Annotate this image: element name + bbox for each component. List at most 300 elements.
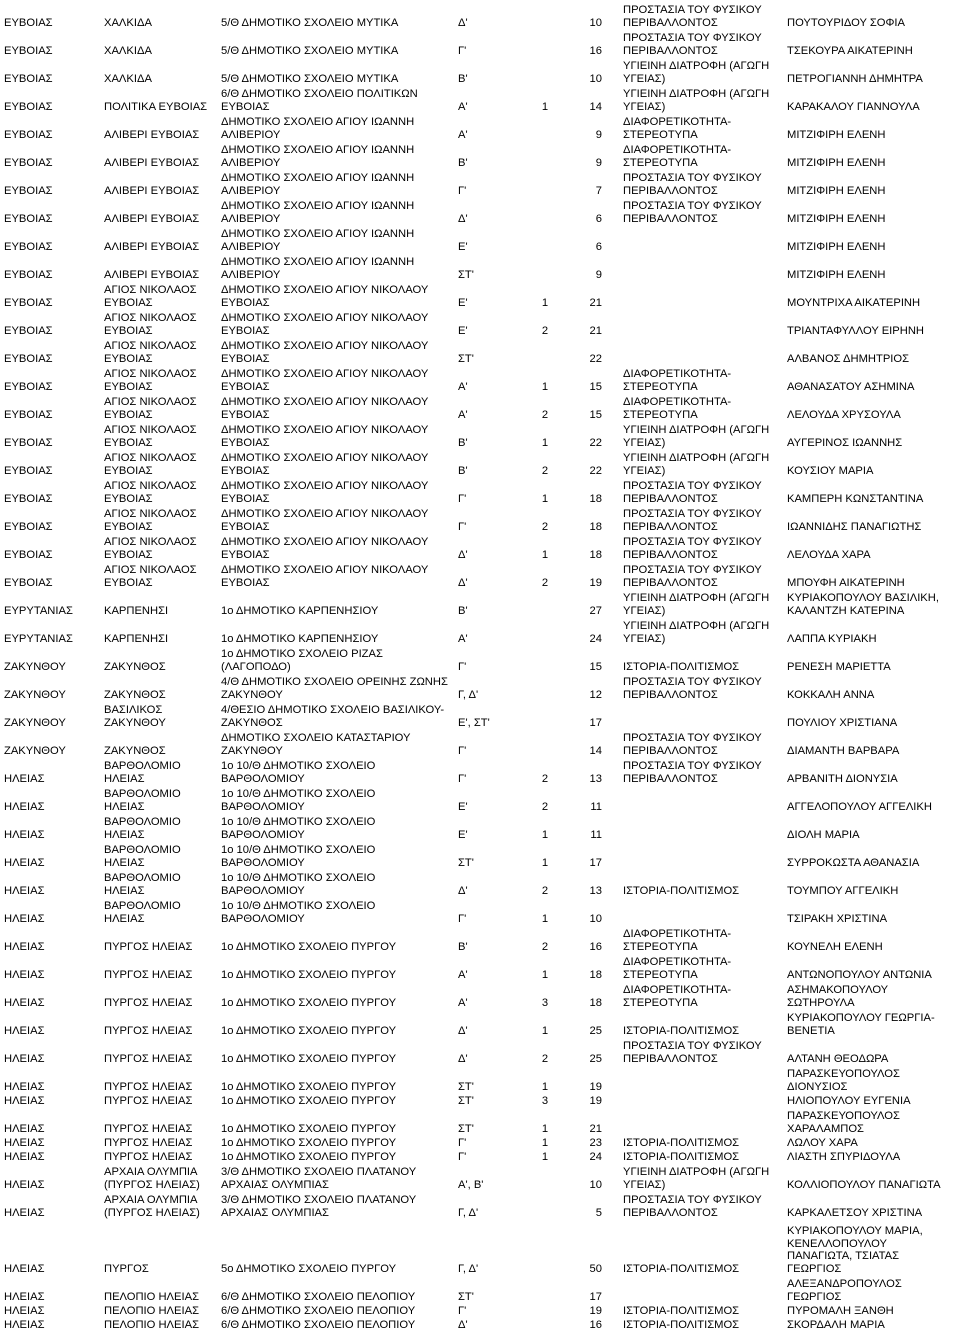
- table-row: [0, 113, 960, 141]
- town-cell: ΑΛΙΒΕΡΙ ΕΥΒΟΙΑΣ: [104, 156, 200, 169]
- section-cell: 1: [541, 1136, 549, 1149]
- table-row: [0, 1107, 960, 1135]
- table-row: [0, 645, 960, 673]
- table-row: [0, 953, 960, 981]
- topic-cell: ΙΣΤΟΡΙΑ-ΠΟΛΙΤΙΣΜΟΣ: [623, 660, 740, 673]
- topic-cell: ΥΓΙΕΙΝΗ ΔΙΑΤΡΟΦΗ (ΑΓΩΓΗ ΥΓΕΙΑΣ): [623, 60, 770, 85]
- grade-cell: Δ': [458, 1024, 468, 1037]
- table-row: [0, 1037, 960, 1065]
- section-cell: 1: [541, 1080, 549, 1093]
- grade-cell: ΣΤ': [458, 352, 474, 365]
- teacher-cell: ΚΟΥΝΕΛΗ ΕΛΕΝΗ: [787, 940, 883, 953]
- topic-cell: ΔΙΑΦΟΡΕΤΙΚΟΤΗΤΑ- ΣΤΕΡΕΟΤΥΠΑ: [623, 144, 732, 169]
- topic-cell: ΠΡΟΣΤΑΣΙΑ ΤΟΥ ΦΥΣΙΚΟΥ ΠΕΡΙΒΑΛΛΟΝΤΟΣ: [623, 1040, 762, 1065]
- table-row: [0, 449, 960, 477]
- students-cell: 18: [589, 548, 602, 561]
- school-cell: ΔΗΜΟΤΙΚΟ ΣΧΟΛΕΙΟ ΑΓΙΟΥ ΝΙΚΟΛΑΟΥ ΕΥΒΟΙΑΣ: [221, 536, 429, 561]
- topic-cell: ΔΙΑΦΟΡΕΤΙΚΟΤΗΤΑ- ΣΤΕΡΕΟΤΥΠΑ: [623, 956, 732, 981]
- prefecture-cell: ΖΑΚΥΝΘΟΥ: [4, 660, 66, 673]
- prefecture-cell: ΗΛΕΙΑΣ: [4, 1080, 45, 1093]
- table-row: [0, 1149, 960, 1163]
- topic-cell: ΠΡΟΣΤΑΣΙΑ ΤΟΥ ΦΥΣΙΚΟΥ ΠΕΡΙΒΑΛΛΟΝΤΟΣ: [623, 760, 762, 785]
- students-cell: 9: [595, 156, 602, 169]
- students-cell: 13: [589, 772, 602, 785]
- prefecture-cell: ΖΑΚΥΝΘΟΥ: [4, 688, 66, 701]
- table-row: [0, 29, 960, 57]
- teacher-cell: ΑΛΒΑΝΟΣ ΔΗΜΗΤΡΙΟΣ: [787, 352, 910, 365]
- students-cell: 11: [590, 828, 602, 841]
- prefecture-cell: ΗΛΕΙΑΣ: [4, 1178, 45, 1191]
- table-row: [0, 281, 960, 309]
- town-cell: ΑΓΙΟΣ ΝΙΚΟΛΑΟΣ ΕΥΒΟΙΑΣ: [104, 452, 197, 477]
- section-cell: 1: [541, 1122, 549, 1135]
- grade-cell: Δ': [458, 576, 468, 589]
- grade-cell: Α': [458, 408, 468, 421]
- teacher-cell: ΜΙΤΖΙΦΙΡΗ ΕΛΕΝΗ: [787, 212, 886, 225]
- students-cell: 10: [589, 912, 602, 925]
- teacher-cell: ΑΛΤΑΝΗ ΘΕΟΔΩΡΑ: [787, 1052, 889, 1065]
- teacher-cell: ΚΥΡΙΑΚΟΠΟΥΛΟΥ ΓΕΩΡΓΙΑ- ΒΕΝΕΤΙΑ: [787, 1012, 935, 1037]
- table-row: [0, 1275, 960, 1303]
- topic-cell: ΥΓΙΕΙΝΗ ΔΙΑΤΡΟΦΗ (ΑΓΩΓΗ ΥΓΕΙΑΣ): [623, 592, 770, 617]
- teacher-cell: ΛΑΠΠΑ ΚΥΡΙΑΚΗ: [787, 632, 877, 645]
- grade-cell: Α': [458, 380, 468, 393]
- teacher-cell: ΤΟΥΜΠΟΥ ΑΓΓΕΛΙΚΗ: [787, 884, 899, 897]
- table-row: [0, 337, 960, 365]
- town-cell: ΑΛΙΒΕΡΙ ΕΥΒΟΙΑΣ: [104, 128, 200, 141]
- teacher-cell: ΜΙΤΖΙΦΙΡΗ ΕΛΕΝΗ: [787, 268, 886, 281]
- school-cell: 1ο ΔΗΜΟΤΙΚΟ ΣΧΟΛΕΙΟ ΠΥΡΓΟΥ: [221, 968, 397, 981]
- prefecture-cell: ΕΥΒΟΙΑΣ: [4, 268, 53, 281]
- school-cell: 1ο ΔΗΜΟΤΙΚΟ ΣΧΟΛΕΙΟ ΠΥΡΓΟΥ: [221, 1052, 397, 1065]
- teacher-cell: ΜΙΤΖΙΦΙΡΗ ΕΛΕΝΗ: [787, 184, 886, 197]
- topic-cell: ΙΣΤΟΡΙΑ-ΠΟΛΙΤΙΣΜΟΣ: [623, 1136, 740, 1149]
- table-row: [0, 365, 960, 393]
- prefecture-cell: ΗΛΕΙΑΣ: [4, 912, 45, 925]
- table-row: [0, 57, 960, 85]
- topic-cell: ΔΙΑΦΟΡΕΤΙΚΟΤΗΤΑ- ΣΤΕΡΕΟΤΥΠΑ: [623, 396, 732, 421]
- school-cell: 1ο ΔΗΜΟΤΙΚΟ ΣΧΟΛΕΙΟ ΠΥΡΓΟΥ: [221, 1094, 397, 1107]
- school-cell: 6/Θ ΔΗΜΟΤΙΚΟ ΣΧΟΛΕΙΟ ΠΕΛΟΠΙΟΥ: [221, 1318, 416, 1331]
- students-cell: 11: [590, 800, 602, 813]
- teacher-cell: ΛΕΛΟΥΔΑ ΧΡΥΣΟΥΛΑ: [787, 408, 901, 421]
- students-cell: 5: [595, 1206, 602, 1219]
- town-cell: ΒΑΡΘΟΛΟΜΙΟ ΗΛΕΙΑΣ: [104, 788, 181, 813]
- students-cell: 21: [589, 1122, 602, 1135]
- table-row: [0, 1135, 960, 1149]
- school-cell: ΔΗΜΟΤΙΚΟ ΣΧΟΛΕΙΟ ΑΓΙΟΥ ΙΩΑΝΝΗ ΑΛΙΒΕΡΙΟΥ: [221, 228, 415, 253]
- prefecture-cell: ΕΥΒΟΙΑΣ: [4, 576, 53, 589]
- students-cell: 17: [589, 856, 602, 869]
- teacher-cell: ΤΣΙΡΑΚΗ ΧΡΙΣΤΙΝΑ: [787, 912, 888, 925]
- town-cell: ΠΥΡΓΟΣ ΗΛΕΙΑΣ: [104, 1136, 193, 1149]
- topic-cell: ΠΡΟΣΤΑΣΙΑ ΤΟΥ ΦΥΣΙΚΟΥ ΠΕΡΙΒΑΛΛΟΝΤΟΣ: [623, 564, 762, 589]
- school-cell: ΔΗΜΟΤΙΚΟ ΣΧΟΛΕΙΟ ΑΓΙΟΥ ΝΙΚΟΛΑΟΥ ΕΥΒΟΙΑΣ: [221, 396, 429, 421]
- teacher-cell: ΑΘΑΝΑΣΑΤΟΥ ΑΣΗΜΙΝΑ: [787, 380, 915, 393]
- section-cell: 2: [541, 408, 549, 421]
- prefecture-cell: ΗΛΕΙΑΣ: [4, 828, 45, 841]
- town-cell: ΚΑΡΠΕΝΗΣΙ: [104, 632, 169, 645]
- prefecture-cell: ΕΥΒΟΙΑΣ: [4, 492, 53, 505]
- grade-cell: Α', Β': [458, 1178, 484, 1191]
- grade-cell: Α': [458, 100, 468, 113]
- grade-cell: Γ': [458, 772, 467, 785]
- town-cell: ΑΓΙΟΣ ΝΙΚΟΛΑΟΣ ΕΥΒΟΙΑΣ: [104, 396, 197, 421]
- town-cell: ΑΓΙΟΣ ΝΙΚΟΛΑΟΣ ΕΥΒΟΙΑΣ: [104, 564, 197, 589]
- school-cell: 1ο ΔΗΜΟΤΙΚΟ ΣΧΟΛΕΙΟ ΠΥΡΓΟΥ: [221, 940, 397, 953]
- prefecture-cell: ΗΛΕΙΑΣ: [4, 968, 45, 981]
- teacher-cell: ΑΝΤΩΝΟΠΟΥΛΟΥ ΑΝΤΩΝΙΑ: [787, 968, 932, 981]
- prefecture-cell: ΖΑΚΥΝΘΟΥ: [4, 744, 66, 757]
- prefecture-cell: ΖΑΚΥΝΘΟΥ: [4, 716, 66, 729]
- table-row: [0, 505, 960, 533]
- section-cell: 1: [541, 1150, 549, 1163]
- town-cell: ΑΓΙΟΣ ΝΙΚΟΛΑΟΣ ΕΥΒΟΙΑΣ: [104, 312, 197, 337]
- grade-cell: Α': [458, 632, 468, 645]
- table-row: [0, 981, 960, 1009]
- topic-cell: ΙΣΤΟΡΙΑ-ΠΟΛΙΤΙΣΜΟΣ: [623, 1304, 740, 1317]
- grade-cell: Α': [458, 968, 468, 981]
- topic-cell: ΠΡΟΣΤΑΣΙΑ ΤΟΥ ΦΥΣΙΚΟΥ ΠΕΡΙΒΑΛΛΟΝΤΟΣ: [623, 200, 762, 225]
- table-row: [0, 897, 960, 925]
- school-cell: ΔΗΜΟΤΙΚΟ ΣΧΟΛΕΙΟ ΑΓΙΟΥ ΝΙΚΟΛΑΟΥ ΕΥΒΟΙΑΣ: [221, 312, 429, 337]
- grade-cell: Γ': [458, 1304, 467, 1317]
- section-cell: 2: [541, 1052, 549, 1065]
- table-row: [0, 841, 960, 869]
- table-row: [0, 673, 960, 701]
- school-cell: ΔΗΜΟΤΙΚΟ ΣΧΟΛΕΙΟ ΑΓΙΟΥ ΙΩΑΝΝΗ ΑΛΙΒΕΡΙΟΥ: [221, 172, 415, 197]
- topic-cell: ΙΣΤΟΡΙΑ-ΠΟΛΙΤΙΣΜΟΣ: [623, 1024, 740, 1037]
- town-cell: ΠΥΡΓΟΣ ΗΛΕΙΑΣ: [104, 968, 193, 981]
- table-row: [0, 617, 960, 645]
- students-cell: 16: [589, 940, 602, 953]
- school-cell: ΔΗΜΟΤΙΚΟ ΣΧΟΛΕΙΟ ΑΓΙΟΥ ΝΙΚΟΛΑΟΥ ΕΥΒΟΙΑΣ: [221, 424, 429, 449]
- students-cell: 18: [589, 492, 602, 505]
- school-cell: 1ο ΔΗΜΟΤΙΚΟ ΣΧΟΛΕΙΟ ΠΥΡΓΟΥ: [221, 1024, 397, 1037]
- teacher-cell: ΛΕΛΟΥΔΑ ΧΑΡΑ: [787, 548, 871, 561]
- prefecture-cell: ΗΛΕΙΑΣ: [4, 856, 45, 869]
- teacher-cell: ΚΟΥΣΙΟΥ ΜΑΡΙΑ: [787, 464, 874, 477]
- school-cell: ΔΗΜΟΤΙΚΟ ΣΧΟΛΕΙΟ ΑΓΙΟΥ ΙΩΑΝΝΗ ΑΛΙΒΕΡΙΟΥ: [221, 200, 415, 225]
- table-row: [0, 197, 960, 225]
- prefecture-cell: ΕΥΒΟΙΑΣ: [4, 352, 53, 365]
- grade-cell: Γ': [458, 520, 467, 533]
- school-cell: 1ο ΔΗΜΟΤΙΚΟ ΣΧΟΛΕΙΟ ΠΥΡΓΟΥ: [221, 1136, 397, 1149]
- prefecture-cell: ΕΥΒΟΙΑΣ: [4, 380, 53, 393]
- teacher-cell: ΣΚΟΡΔΑΛΗ ΜΑΡΙΑ: [787, 1318, 885, 1331]
- teacher-cell: ΡΕΝΕΣΗ ΜΑΡΙΕΤΤΑ: [787, 660, 891, 673]
- table-row: [0, 701, 960, 729]
- teacher-cell: ΠΕΤΡΟΓΙΑΝΝΗ ΔΗΜΗΤΡΑ: [787, 72, 923, 85]
- school-cell: 5/Θ ΔΗΜΟΤΙΚΟ ΣΧΟΛΕΙΟ ΜΥΤΙΚΑ: [221, 44, 399, 57]
- grade-cell: Γ': [458, 1150, 467, 1163]
- teacher-cell: ΣΥΡΡΟΚΩΣΤΑ ΑΘΑΝΑΣΙΑ: [787, 856, 920, 869]
- teacher-cell: ΙΩΑΝΝΙΔΗΣ ΠΑΝΑΓΙΩΤΗΣ: [787, 520, 922, 533]
- prefecture-cell: ΗΛΕΙΑΣ: [4, 996, 45, 1009]
- school-cell: ΔΗΜΟΤΙΚΟ ΣΧΟΛΕΙΟ ΑΓΙΟΥ ΝΙΚΟΛΑΟΥ ΕΥΒΟΙΑΣ: [221, 480, 429, 505]
- town-cell: ΚΑΡΠΕΝΗΣΙ: [104, 604, 169, 617]
- students-cell: 24: [589, 632, 602, 645]
- topic-cell: ΙΣΤΟΡΙΑ-ΠΟΛΙΤΙΣΜΟΣ: [623, 1262, 740, 1275]
- prefecture-cell: ΗΛΕΙΑΣ: [4, 1150, 45, 1163]
- prefecture-cell: ΕΥΒΟΙΑΣ: [4, 184, 53, 197]
- grade-cell: Ε': [458, 324, 468, 337]
- prefecture-cell: ΕΥΒΟΙΑΣ: [4, 408, 53, 421]
- students-cell: 22: [589, 464, 602, 477]
- school-cell: 4/Θ ΔΗΜΟΤΙΚΟ ΣΧΟΛΕΙΟ ΟΡΕΙΝΗΣ ΖΩΝΗΣ ΖΑΚΥΝΘΟΥ: [221, 676, 448, 701]
- school-cell: 3/Θ ΔΗΜΟΤΙΚΟ ΣΧΟΛΕΙΟ ΠΛΑΤΑΝΟΥ ΑΡΧΑΙΑΣ ΟΛΥΜΠΙΑΣ: [221, 1194, 417, 1219]
- students-cell: 16: [589, 44, 602, 57]
- town-cell: ΠΥΡΓΟΣ ΗΛΕΙΑΣ: [104, 996, 193, 1009]
- topic-cell: ΥΓΙΕΙΝΗ ΔΙΑΤΡΟΦΗ (ΑΓΩΓΗ ΥΓΕΙΑΣ): [623, 620, 770, 645]
- students-cell: 21: [589, 296, 602, 309]
- table-row: [0, 1, 960, 29]
- topic-cell: ΠΡΟΣΤΑΣΙΑ ΤΟΥ ΦΥΣΙΚΟΥ ΠΕΡΙΒΑΛΛΟΝΤΟΣ: [623, 676, 762, 701]
- topic-cell: ΔΙΑΦΟΡΕΤΙΚΟΤΗΤΑ- ΣΤΕΡΕΟΤΥΠΑ: [623, 928, 732, 953]
- teacher-cell: ΚΑΡΚΑΛΕΤΣΟΥ ΧΡΙΣΤΙΝΑ: [787, 1206, 923, 1219]
- table-row: [0, 1009, 960, 1037]
- teacher-cell: ΑΣΗΜΑΚΟΠΟΥΛΟΥ ΣΩΤΗΡΟΥΛΑ: [787, 984, 889, 1009]
- prefecture-cell: ΗΛΕΙΑΣ: [4, 1318, 45, 1331]
- grade-cell: Γ': [458, 44, 467, 57]
- prefecture-cell: ΗΛΕΙΑΣ: [4, 1206, 45, 1219]
- teacher-cell: ΠΥΡΟΜΑΛΗ ΞΑΝΘΗ: [787, 1304, 894, 1317]
- school-cell: ΔΗΜΟΤΙΚΟ ΣΧΟΛΕΙΟ ΑΓΙΟΥ ΙΩΑΝΝΗ ΑΛΙΒΕΡΙΟΥ: [221, 144, 415, 169]
- section-cell: 1: [541, 968, 549, 981]
- table-row: [0, 1163, 960, 1191]
- town-cell: ΧΑΛΚΙΔΑ: [104, 72, 152, 85]
- teacher-cell: ΔΙΟΛΗ ΜΑΡΙΑ: [787, 828, 860, 841]
- section-cell: 2: [541, 940, 549, 953]
- section-cell: 2: [541, 772, 549, 785]
- school-cell: 1ο 10/Θ ΔΗΜΟΤΙΚΟ ΣΧΟΛΕΙΟ ΒΑΡΘΟΛΟΜΙΟΥ: [221, 844, 376, 869]
- table-row: [0, 533, 960, 561]
- grade-cell: Δ': [458, 212, 468, 225]
- town-cell: ΖΑΚΥΝΘΟΣ: [104, 744, 166, 757]
- town-cell: ΠΕΛΟΠΙΟ ΗΛΕΙΑΣ: [104, 1304, 199, 1317]
- teacher-cell: ΤΣΕΚΟΥΡΑ ΑΙΚΑΤΕΡΙΝΗ: [787, 44, 913, 57]
- grade-cell: Ε': [458, 296, 468, 309]
- town-cell: ΖΑΚΥΝΘΟΣ: [104, 660, 166, 673]
- prefecture-cell: ΗΛΕΙΑΣ: [4, 1304, 45, 1317]
- prefecture-cell: ΕΥΒΟΙΑΣ: [4, 100, 53, 113]
- prefecture-cell: ΗΛΕΙΑΣ: [4, 1122, 45, 1135]
- teacher-cell: ΠΟΥΤΟΥΡΙΔΟΥ ΣΟΦΙΑ: [787, 16, 905, 29]
- section-cell: 1: [541, 100, 549, 113]
- table-row: [0, 1303, 960, 1317]
- table-row: [0, 169, 960, 197]
- school-cell: 4/ΘΕΣΙΟ ΔΗΜΟΤΙΚΟ ΣΧΟΛΕΙΟ ΒΑΣΙΛΙΚΟΥ- ΖΑΚΥΝΘΟΣ: [221, 704, 445, 729]
- teacher-cell: ΚΥΡΙΑΚΟΠΟΥΛΟΥ ΒΑΣΙΛΙΚΗ, ΚΑΛΑΝΤΖΗ ΚΑΤΕΡΙΝΑ: [787, 592, 939, 617]
- students-cell: 24: [589, 1150, 602, 1163]
- town-cell: ΑΓΙΟΣ ΝΙΚΟΛΑΟΣ ΕΥΒΟΙΑΣ: [104, 480, 197, 505]
- grade-cell: Γ': [458, 1136, 467, 1149]
- prefecture-cell: ΕΥΒΟΙΑΣ: [4, 520, 53, 533]
- section-cell: 1: [541, 856, 549, 869]
- town-cell: ΧΑΛΚΙΔΑ: [104, 16, 152, 29]
- table-row: [0, 477, 960, 505]
- students-cell: 16: [589, 1318, 602, 1331]
- topic-cell: ΙΣΤΟΡΙΑ-ΠΟΛΙΤΙΣΜΟΣ: [623, 1150, 740, 1163]
- prefecture-cell: ΗΛΕΙΑΣ: [4, 1094, 45, 1107]
- grade-cell: Ε': [458, 800, 468, 813]
- grade-cell: ΣΤ': [458, 1122, 474, 1135]
- topic-cell: ΔΙΑΦΟΡΕΤΙΚΟΤΗΤΑ- ΣΤΕΡΕΟΤΥΠΑ: [623, 984, 732, 1009]
- topic-cell: ΥΓΙΕΙΝΗ ΔΙΑΤΡΟΦΗ (ΑΓΩΓΗ ΥΓΕΙΑΣ): [623, 1166, 770, 1191]
- students-cell: 6: [595, 240, 602, 253]
- table-row: [0, 1219, 960, 1275]
- town-cell: ΠΥΡΓΟΣ ΗΛΕΙΑΣ: [104, 1150, 193, 1163]
- grade-cell: Α': [458, 128, 468, 141]
- town-cell: ΒΑΡΘΟΛΟΜΙΟ ΗΛΕΙΑΣ: [104, 760, 181, 785]
- table-row: [0, 309, 960, 337]
- grade-cell: Γ': [458, 912, 467, 925]
- students-cell: 15: [589, 408, 602, 421]
- town-cell: ΠΕΛΟΠΙΟ ΗΛΕΙΑΣ: [104, 1318, 199, 1331]
- section-cell: 1: [541, 296, 549, 309]
- school-cell: 5/Θ ΔΗΜΟΤΙΚΟ ΣΧΟΛΕΙΟ ΜΥΤΙΚΑ: [221, 16, 399, 29]
- table-row: [0, 1065, 960, 1093]
- grade-cell: Δ': [458, 16, 468, 29]
- grade-cell: ΣΤ': [458, 1080, 474, 1093]
- school-cell: 1ο ΔΗΜΟΤΙΚΟ ΚΑΡΠΕΝΗΣΙΟΥ: [221, 632, 379, 645]
- section-cell: 1: [541, 912, 549, 925]
- prefecture-cell: ΕΥΒΟΙΑΣ: [4, 436, 53, 449]
- students-cell: 7: [595, 184, 602, 197]
- topic-cell: ΠΡΟΣΤΑΣΙΑ ΤΟΥ ΦΥΣΙΚΟΥ ΠΕΡΙΒΑΛΛΟΝΤΟΣ: [623, 32, 762, 57]
- table-row: [0, 925, 960, 953]
- school-cell: 1ο 10/Θ ΔΗΜΟΤΙΚΟ ΣΧΟΛΕΙΟ ΒΑΡΘΟΛΟΜΙΟΥ: [221, 760, 376, 785]
- table-row: [0, 1317, 960, 1331]
- students-cell: 18: [589, 968, 602, 981]
- students-cell: 22: [589, 352, 602, 365]
- table-row: [0, 561, 960, 589]
- prefecture-cell: ΕΥΒΟΙΑΣ: [4, 16, 53, 29]
- prefecture-cell: ΕΥΒΟΙΑΣ: [4, 72, 53, 85]
- town-cell: ΒΑΣΙΛΙΚΟΣ ΖΑΚΥΝΘΟΥ: [104, 704, 166, 729]
- town-cell: ΒΑΡΘΟΛΟΜΙΟ ΗΛΕΙΑΣ: [104, 844, 181, 869]
- prefecture-cell: ΕΥΒΟΙΑΣ: [4, 464, 53, 477]
- students-cell: 9: [595, 128, 602, 141]
- prefecture-cell: ΕΥΒΟΙΑΣ: [4, 324, 53, 337]
- grade-cell: Δ': [458, 1052, 468, 1065]
- town-cell: ΑΛΙΒΕΡΙ ΕΥΒΟΙΑΣ: [104, 240, 200, 253]
- topic-cell: ΥΓΙΕΙΝΗ ΔΙΑΤΡΟΦΗ (ΑΓΩΓΗ ΥΓΕΙΑΣ): [623, 88, 770, 113]
- students-cell: 9: [595, 268, 602, 281]
- school-cell: 1ο 10/Θ ΔΗΜΟΤΙΚΟ ΣΧΟΛΕΙΟ ΒΑΡΘΟΛΟΜΙΟΥ: [221, 816, 376, 841]
- students-cell: 6: [595, 212, 602, 225]
- grade-cell: Δ': [458, 1318, 468, 1331]
- grade-cell: Γ, Δ': [458, 1262, 479, 1275]
- grade-cell: Δ': [458, 884, 468, 897]
- teacher-cell: ΚΑΡΑΚΑΛΟΥ ΓΙΑΝΝΟΥΛΑ: [787, 100, 920, 113]
- teacher-cell: ΜΙΤΖΙΦΙΡΗ ΕΛΕΝΗ: [787, 240, 886, 253]
- grade-cell: Ε': [458, 828, 468, 841]
- town-cell: ΑΛΙΒΕΡΙ ΕΥΒΟΙΑΣ: [104, 184, 200, 197]
- teacher-cell: ΠΟΥΛΙΟΥ ΧΡΙΣΤΙΑΝΑ: [787, 716, 898, 729]
- table-row: [0, 785, 960, 813]
- table-row: [0, 869, 960, 897]
- grade-cell: Β': [458, 464, 468, 477]
- school-cell: 6/Θ ΔΗΜΟΤΙΚΟ ΣΧΟΛΕΙΟ ΠΟΛΙΤΙΚΩΝ ΕΥΒΟΙΑΣ: [221, 88, 418, 113]
- town-cell: ΒΑΡΘΟΛΟΜΙΟ ΗΛΕΙΑΣ: [104, 816, 181, 841]
- students-cell: 14: [589, 100, 602, 113]
- table-row: [0, 813, 960, 841]
- table-row: [0, 729, 960, 757]
- teacher-cell: ΚΑΜΠΕΡΗ ΚΩΝΣΤΑΝΤΙΝΑ: [787, 492, 924, 505]
- school-cell: ΔΗΜΟΤΙΚΟ ΣΧΟΛΕΙΟ ΑΓΙΟΥ ΝΙΚΟΛΑΟΥ ΕΥΒΟΙΑΣ: [221, 340, 429, 365]
- teacher-cell: ΑΡΒΑΝΙΤΗ ΔΙΟΝΥΣΙΑ: [787, 772, 898, 785]
- students-cell: 25: [589, 1024, 602, 1037]
- school-cell: 1ο ΔΗΜΟΤΙΚΟ ΣΧΟΛΕΙΟ ΡΙΖΑΣ (ΛΑΓΟΠΟΔΟ): [221, 648, 383, 673]
- grade-cell: Β': [458, 436, 468, 449]
- table-row: [0, 1093, 960, 1107]
- students-cell: 10: [589, 72, 602, 85]
- topic-cell: ΠΡΟΣΤΑΣΙΑ ΤΟΥ ΦΥΣΙΚΟΥ ΠΕΡΙΒΑΛΛΟΝΤΟΣ: [623, 1194, 762, 1219]
- prefecture-cell: ΕΥΒΟΙΑΣ: [4, 212, 53, 225]
- students-cell: 50: [589, 1262, 602, 1275]
- school-cell: 1ο 10/Θ ΔΗΜΟΤΙΚΟ ΣΧΟΛΕΙΟ ΒΑΡΘΟΛΟΜΙΟΥ: [221, 900, 376, 925]
- school-cell: ΔΗΜΟΤΙΚΟ ΣΧΟΛΕΙΟ ΑΓΙΟΥ ΝΙΚΟΛΑΟΥ ΕΥΒΟΙΑΣ: [221, 452, 429, 477]
- teacher-cell: ΔΙΑΜΑΝΤΗ ΒΑΡΒΑΡΑ: [787, 744, 900, 757]
- section-cell: 2: [541, 464, 549, 477]
- students-cell: 12: [589, 688, 602, 701]
- prefecture-cell: ΗΛΕΙΑΣ: [4, 940, 45, 953]
- prefecture-cell: ΗΛΕΙΑΣ: [4, 800, 45, 813]
- grade-cell: Γ': [458, 184, 467, 197]
- students-cell: 14: [589, 744, 602, 757]
- prefecture-cell: ΗΛΕΙΑΣ: [4, 1262, 45, 1275]
- students-cell: 19: [589, 1080, 602, 1093]
- prefecture-cell: ΗΛΕΙΑΣ: [4, 1136, 45, 1149]
- table-row: [0, 393, 960, 421]
- students-cell: 13: [589, 884, 602, 897]
- grade-cell: ΣΤ': [458, 856, 474, 869]
- town-cell: ΑΛΙΒΕΡΙ ΕΥΒΟΙΑΣ: [104, 212, 200, 225]
- school-cell: 1ο ΔΗΜΟΤΙΚΟ ΣΧΟΛΕΙΟ ΠΥΡΓΟΥ: [221, 1150, 397, 1163]
- town-cell: ΑΡΧΑΙΑ ΟΛΥΜΠΙΑ (ΠΥΡΓΟΣ ΗΛΕΙΑΣ): [104, 1194, 200, 1219]
- school-cell: 1ο ΔΗΜΟΤΙΚΟ ΣΧΟΛΕΙΟ ΠΥΡΓΟΥ: [221, 996, 397, 1009]
- town-cell: ΠΥΡΓΟΣ ΗΛΕΙΑΣ: [104, 1080, 193, 1093]
- school-cell: 1ο ΔΗΜΟΤΙΚΟ ΣΧΟΛΕΙΟ ΠΥΡΓΟΥ: [221, 1080, 397, 1093]
- school-cell: 6/Θ ΔΗΜΟΤΙΚΟ ΣΧΟΛΕΙΟ ΠΕΛΟΠΙΟΥ: [221, 1304, 416, 1317]
- town-cell: ΑΓΙΟΣ ΝΙΚΟΛΑΟΣ ΕΥΒΟΙΑΣ: [104, 368, 197, 393]
- topic-cell: ΙΣΤΟΡΙΑ-ΠΟΛΙΤΙΣΜΟΣ: [623, 884, 740, 897]
- prefecture-cell: ΕΥΒΟΙΑΣ: [4, 296, 53, 309]
- school-cell: 1ο 10/Θ ΔΗΜΟΤΙΚΟ ΣΧΟΛΕΙΟ ΒΑΡΘΟΛΟΜΙΟΥ: [221, 872, 376, 897]
- students-cell: 21: [589, 324, 602, 337]
- section-cell: 2: [541, 520, 549, 533]
- teacher-cell: ΜΠΟΥΦΗ ΑΙΚΑΤΕΡΙΝΗ: [787, 576, 905, 589]
- grade-cell: Γ': [458, 660, 467, 673]
- grade-cell: Γ, Δ': [458, 688, 479, 701]
- town-cell: ΑΓΙΟΣ ΝΙΚΟΛΑΟΣ ΕΥΒΟΙΑΣ: [104, 340, 197, 365]
- table-row: [0, 589, 960, 617]
- table-row: [0, 757, 960, 785]
- students-cell: 22: [589, 436, 602, 449]
- town-cell: ΑΓΙΟΣ ΝΙΚΟΛΑΟΣ ΕΥΒΟΙΑΣ: [104, 284, 197, 309]
- prefecture-cell: ΕΥΡΥΤΑΝΙΑΣ: [4, 632, 73, 645]
- section-cell: 2: [541, 800, 549, 813]
- grade-cell: Γ': [458, 744, 467, 757]
- grade-cell: Ε', ΣΤ': [458, 716, 490, 729]
- grade-cell: ΣΤ': [458, 1290, 474, 1303]
- school-cell: ΔΗΜΟΤΙΚΟ ΣΧΟΛΕΙΟ ΑΓΙΟΥ ΝΙΚΟΛΑΟΥ ΕΥΒΟΙΑΣ: [221, 508, 429, 533]
- grade-cell: Β': [458, 156, 468, 169]
- section-cell: 2: [541, 576, 549, 589]
- town-cell: ΑΓΙΟΣ ΝΙΚΟΛΑΟΣ ΕΥΒΟΙΑΣ: [104, 536, 197, 561]
- topic-cell: ΥΓΙΕΙΝΗ ΔΙΑΤΡΟΦΗ (ΑΓΩΓΗ ΥΓΕΙΑΣ): [623, 452, 770, 477]
